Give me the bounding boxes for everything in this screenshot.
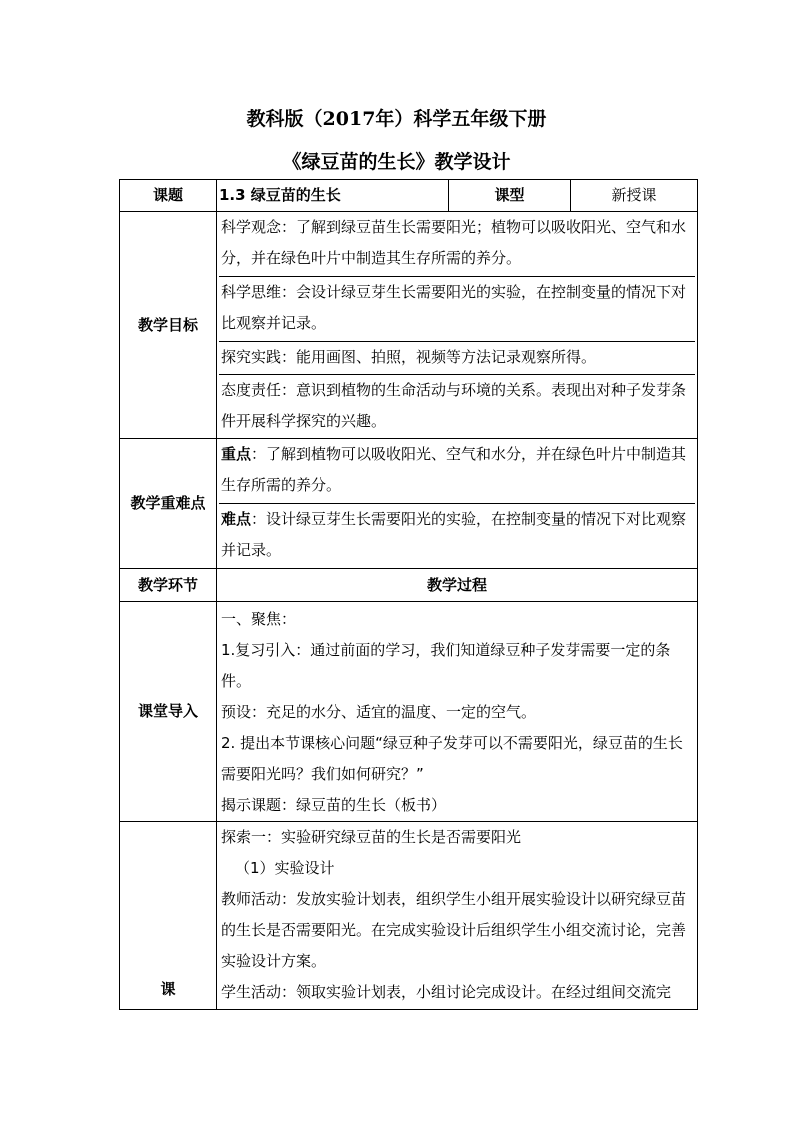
- class-line: （1）实验设计: [235, 859, 335, 877]
- class-line: 探索一：实验研究绿豆苗的生长是否需要阳光: [221, 828, 522, 846]
- lesson-title: 《绿豆苗的生长》教学设计: [282, 151, 511, 173]
- type-value: 新授课: [571, 180, 698, 212]
- goal-item: 科学思维：会设计绿豆芽生长需要阳光的实验，在控制变量的情况下对比观察并记录。: [219, 277, 695, 342]
- goals-cell: [217, 212, 698, 439]
- intro-line: 2. 提出本节课核心问题“绿豆种子发芽可以不需要阳光，绿豆苗的生长需要阳光吗？我们如何研究？”: [221, 734, 683, 783]
- class-line: 学生活动：领取实验计划表，小组讨论完成设计。在经过组间交流完: [221, 983, 672, 1001]
- document-title: 教科版（2017年）科学五年级下册: [246, 108, 547, 130]
- topic-label: 课题: [120, 180, 217, 212]
- goal-item: 探究实践：能用画图、拍照，视频等方法记录观察所得。: [219, 342, 695, 375]
- intro-line: 1.复习引入：通过前面的学习，我们知道绿豆种子发芽需要一定的条件。: [221, 641, 671, 690]
- difficult-point: [219, 504, 695, 568]
- difficult-point-text: ：设计绿豆芽生长需要阳光的实验，在控制变量的情况下对比观察并记录。: [221, 510, 687, 559]
- process-header: 教学过程: [217, 569, 698, 602]
- keypoints-label: 教学重难点: [120, 439, 217, 569]
- goals-label: 教学目标: [120, 212, 217, 439]
- class-label: 课: [120, 822, 217, 1010]
- type-label: 课型: [449, 180, 571, 212]
- class-cell: [217, 822, 698, 1010]
- intro-line: 预设：充足的水分、适宜的温度、一定的空气。: [221, 703, 537, 721]
- stage-header: 教学环节: [120, 569, 217, 602]
- goal-item: 科学观念：了解到绿豆苗生长需要阳光；植物可以吸收阳光、空气和水分，并在绿色叶片中制造其生存所需的养分。: [219, 212, 695, 277]
- key-point-label: 重点: [221, 445, 252, 463]
- lesson-plan-table: [119, 179, 698, 1010]
- class-line: 教师活动：发放实验计划表，组织学生小组开展实验设计以研究绿豆苗的生长是否需要阳光。在完成实验设计后组织学生小组交流讨论，完善实验设计方案。: [221, 890, 687, 970]
- topic-value: 1.3 绿豆苗的生长: [217, 180, 449, 212]
- intro-line: 揭示课题：绿豆苗的生长（板书）: [221, 796, 447, 814]
- difficult-point-label: 难点: [221, 510, 252, 528]
- intro-cell: [217, 602, 698, 822]
- goal-item: 态度责任：意识到植物的生命活动与环境的关系。表现出对种子发芽条件开展科学探究的兴趣。: [221, 381, 687, 430]
- key-point: [219, 439, 695, 504]
- key-point-text: ：了解到植物可以吸收阳光、空气和水分，并在绿色叶片中制造其生存所需的养分。: [221, 445, 687, 494]
- intro-line: 一、聚焦：: [221, 610, 297, 628]
- keypoints-cell: [217, 439, 698, 569]
- intro-label: 课堂导入: [120, 602, 217, 822]
